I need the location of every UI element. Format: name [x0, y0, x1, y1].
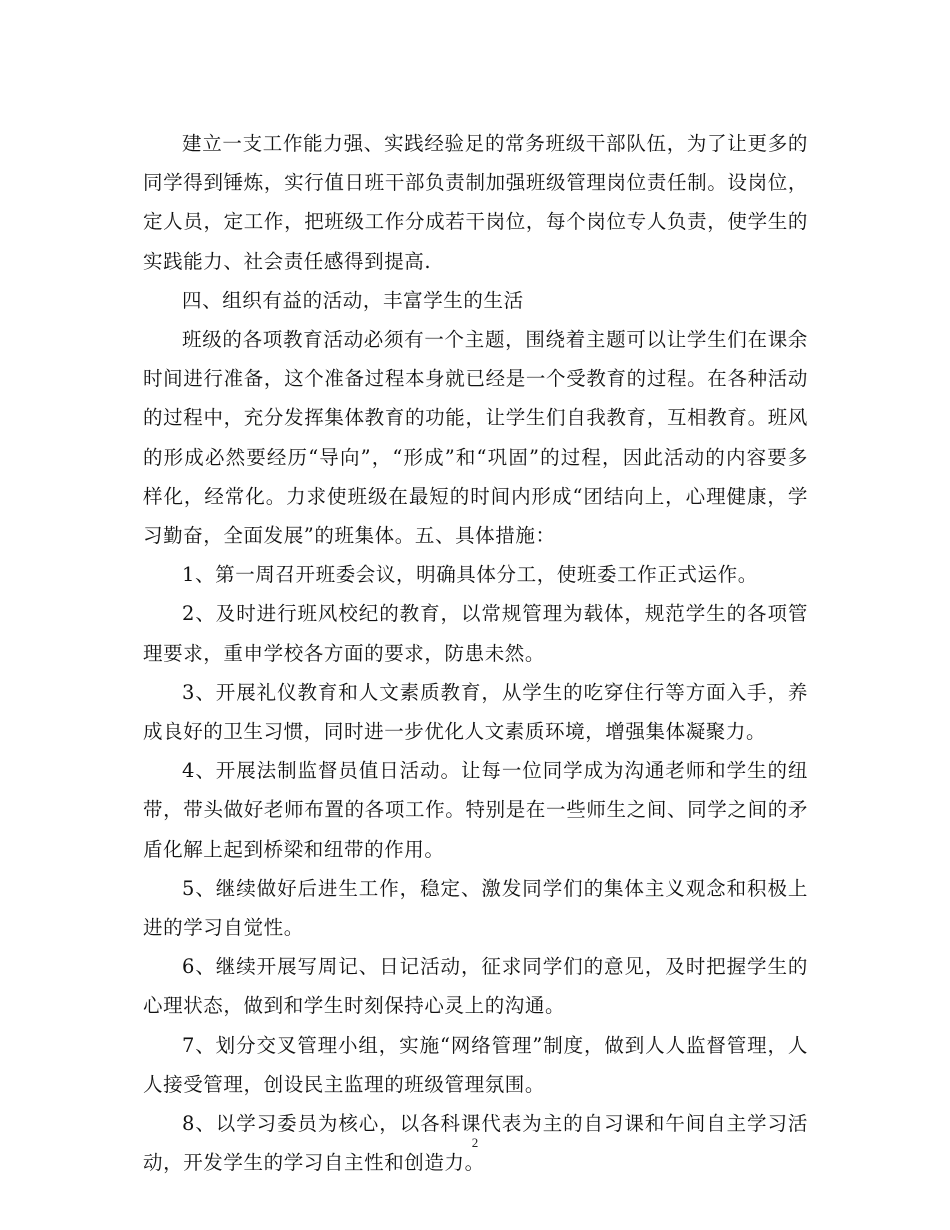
- measure-item-8: 8、以学习委员为核心，以各科课代表为主的自习课和午间自主学习活动，开发学生的学习自主性和创造力。: [143, 1112, 808, 1175]
- section-heading-activities: 四、组织有益的活动，丰富学生的生活: [182, 288, 524, 312]
- measure-item-3: 3、开展礼仪教育和人文素质教育，从学生的吃穿住行等方面入手，养成良好的卫生习惯，同时进一步优化人文素质环境，增强集体凝聚力。: [143, 680, 808, 744]
- measure-item-4: 4、开展法制监督员值日活动。让每一位同学成为沟通老师和学生的纽带，带头做好老师布置的各项工作。特别是在一些师生之间、同学之间的矛盾化解上起到桥梁和纽带的作用。: [143, 759, 808, 861]
- measure-item-7: 7、划分交叉管理小组，实施“网络管理”制度，做到人人监督管理，人人接受管理，创设民主监理的班级管理氛围。: [143, 1033, 808, 1096]
- measure-item-2: 2、及时进行班风校纪的教育，以常规管理为载体，规范学生的各项管理要求，重申学校各方面的要求，防患未然。: [143, 602, 808, 665]
- measure-item-5: 5、继续做好后进生工作，稳定、激发同学们的集体主义观念和积极上进的学习自觉性。: [143, 876, 808, 940]
- document-body: [143, 124, 808, 1182]
- measure-item-1: 1、第一周召开班委会议，明确具体分工，使班委工作正式运作。: [182, 563, 758, 587]
- measure-item-6: 6、继续开展写周记、日记活动，征求同学们的意见，及时把握学生的心理状态，做到和学生时刻保持心灵上的沟通。: [143, 955, 808, 1018]
- paragraph-cadre-team: 建立一支工作能力强、实践经验足的常务班级干部队伍，为了让更多的同学得到锤炼，实行值日班干部负责制加强班级管理岗位责任制。设岗位，定人员，定工作，把班级工作分成若干岗位，每个岗位专人负责，使学生的实践能力、社会责任感得到提高.: [143, 132, 808, 273]
- paragraph-education-activities: 班级的各项教育活动必须有一个主题，围绕着主题可以让学生们在课余时间进行准备，这个准备过程本身就已经是一个受教育的过程。在各种活动的过程中，充分发挥集体教育的功能，让学生们自我教育，互相教育。班风的形成必然要经历“导向”，“形成”和“巩固”的过程，因此活动的内容要多样化，经常化。力求使班级在最短的时间内形成“团结向上，心理健康，学习勤奋，全面发展”的班集体。五、具体措施：: [143, 328, 808, 548]
- page-number: 2: [471, 1135, 479, 1150]
